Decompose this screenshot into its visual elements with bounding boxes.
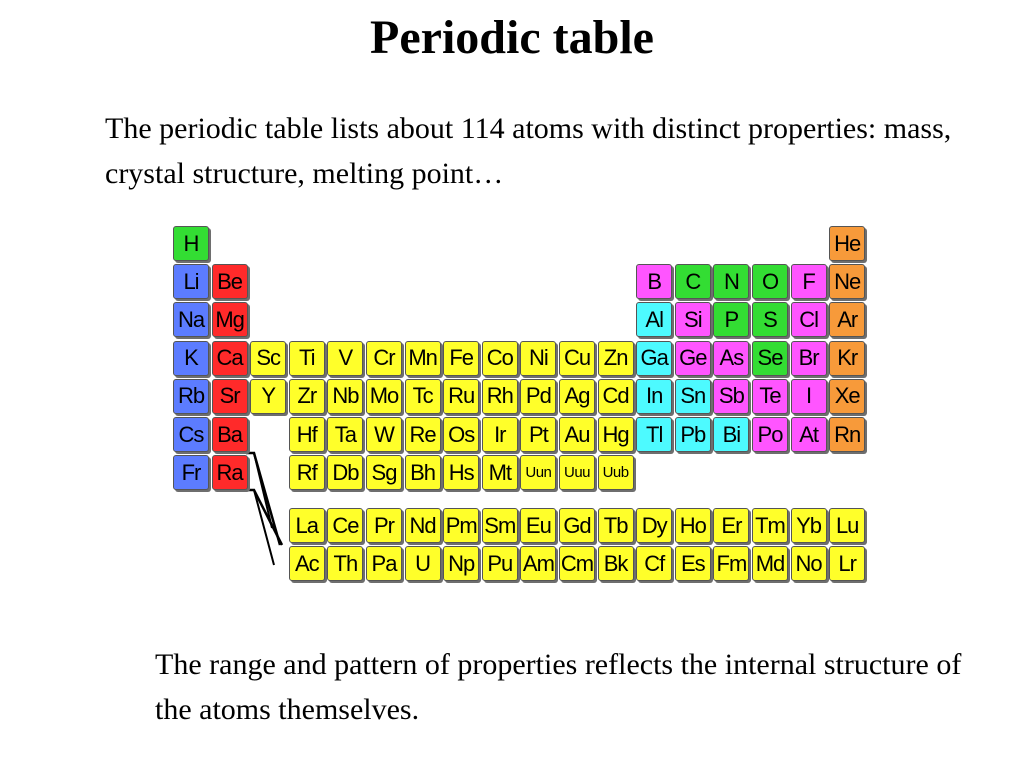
element-uub: Uub [598, 455, 634, 490]
element-rn: Rn [829, 417, 865, 452]
element-cu: Cu [559, 341, 595, 376]
element-u: U [405, 546, 441, 581]
element-cf: Cf [636, 546, 672, 581]
element-hf: Hf [289, 417, 325, 452]
element-nd: Nd [405, 508, 441, 543]
element-np: Np [443, 546, 479, 581]
element-yb: Yb [791, 508, 827, 543]
intro-text: The periodic table lists about 114 atoms with distinct properties: mass, crystal structure, melting point… [105, 112, 952, 190]
element-in: In [636, 379, 672, 414]
element-na: Na [173, 302, 209, 337]
element-tb: Tb [598, 508, 634, 543]
element-ti: Ti [289, 341, 325, 376]
element-rf: Rf [289, 455, 325, 490]
element-y: Y [250, 379, 286, 414]
element-ni: Ni [520, 341, 556, 376]
element-la: La [289, 508, 325, 543]
element-hg: Hg [598, 417, 634, 452]
element-w: W [366, 417, 402, 452]
element-h: H [173, 226, 209, 261]
element-o: O [752, 264, 788, 299]
conclusion-text: The range and pattern of properties reflects the internal structure of the atoms themselves. [155, 648, 962, 726]
element-pr: Pr [366, 508, 402, 543]
element-ar: Ar [829, 302, 865, 337]
element-uuu: Uuu [559, 455, 595, 490]
element-no: No [791, 546, 827, 581]
element-lu: Lu [829, 508, 865, 543]
element-ru: Ru [443, 379, 479, 414]
element-lr: Lr [829, 546, 865, 581]
element-be: Be [212, 264, 248, 299]
element-v: V [327, 341, 363, 376]
element-er: Er [713, 508, 749, 543]
element-s: S [752, 302, 788, 337]
element-xe: Xe [829, 379, 865, 414]
element-pm: Pm [443, 508, 479, 543]
element-co: Co [482, 341, 518, 376]
element-gd: Gd [559, 508, 595, 543]
element-ne: Ne [829, 264, 865, 299]
element-cr: Cr [366, 341, 402, 376]
element-fr: Fr [173, 455, 209, 490]
element-mt: Mt [482, 455, 518, 490]
element-nb: Nb [327, 379, 363, 414]
element-al: Al [636, 302, 672, 337]
element-tl: Tl [636, 417, 672, 452]
element-c: C [675, 264, 711, 299]
element-rb: Rb [173, 379, 209, 414]
element-bk: Bk [598, 546, 634, 581]
element-sc: Sc [250, 341, 286, 376]
element-es: Es [675, 546, 711, 581]
element-te: Te [752, 379, 788, 414]
element-se: Se [752, 341, 788, 376]
element-cd: Cd [598, 379, 634, 414]
element-si: Si [675, 302, 711, 337]
element-ra: Ra [212, 455, 248, 490]
element-tm: Tm [752, 508, 788, 543]
element-fm: Fm [713, 546, 749, 581]
element-po: Po [752, 417, 788, 452]
element-dy: Dy [636, 508, 672, 543]
element-at: At [791, 417, 827, 452]
element-ac: Ac [289, 546, 325, 581]
element-am: Am [520, 546, 556, 581]
element-li: Li [173, 264, 209, 299]
element-sr: Sr [212, 379, 248, 414]
element-n: N [713, 264, 749, 299]
element-k: K [173, 341, 209, 376]
element-os: Os [443, 417, 479, 452]
element-bh: Bh [405, 455, 441, 490]
element-hs: Hs [443, 455, 479, 490]
element-db: Db [327, 455, 363, 490]
element-mo: Mo [366, 379, 402, 414]
element-p: P [713, 302, 749, 337]
element-pt: Pt [520, 417, 556, 452]
element-eu: Eu [520, 508, 556, 543]
element-pu: Pu [482, 546, 518, 581]
element-ge: Ge [675, 341, 711, 376]
element-cl: Cl [791, 302, 827, 337]
element-f: F [791, 264, 827, 299]
element-rh: Rh [482, 379, 518, 414]
element-he: He [829, 226, 865, 261]
element-cm: Cm [559, 546, 595, 581]
element-uun: Uun [520, 455, 556, 490]
element-ir: Ir [482, 417, 518, 452]
element-kr: Kr [829, 341, 865, 376]
element-sg: Sg [366, 455, 402, 490]
element-br: Br [791, 341, 827, 376]
element-as: As [713, 341, 749, 376]
element-pa: Pa [366, 546, 402, 581]
element-zn: Zn [598, 341, 634, 376]
element-sb: Sb [713, 379, 749, 414]
element-ga: Ga [636, 341, 672, 376]
element-mg: Mg [212, 302, 248, 337]
element-sn: Sn [675, 379, 711, 414]
element-cs: Cs [173, 417, 209, 452]
element-b: B [636, 264, 672, 299]
element-ca: Ca [212, 341, 248, 376]
element-sm: Sm [482, 508, 518, 543]
element-pd: Pd [520, 379, 556, 414]
element-i: I [791, 379, 827, 414]
element-th: Th [327, 546, 363, 581]
element-re: Re [405, 417, 441, 452]
element-mn: Mn [405, 341, 441, 376]
element-ta: Ta [327, 417, 363, 452]
element-ba: Ba [212, 417, 248, 452]
element-md: Md [752, 546, 788, 581]
element-ag: Ag [559, 379, 595, 414]
element-pb: Pb [675, 417, 711, 452]
element-au: Au [559, 417, 595, 452]
element-ho: Ho [675, 508, 711, 543]
element-bi: Bi [713, 417, 749, 452]
element-fe: Fe [443, 341, 479, 376]
element-ce: Ce [327, 508, 363, 543]
slide-title: Periodic table [370, 11, 654, 64]
element-tc: Tc [405, 379, 441, 414]
element-zr: Zr [289, 379, 325, 414]
